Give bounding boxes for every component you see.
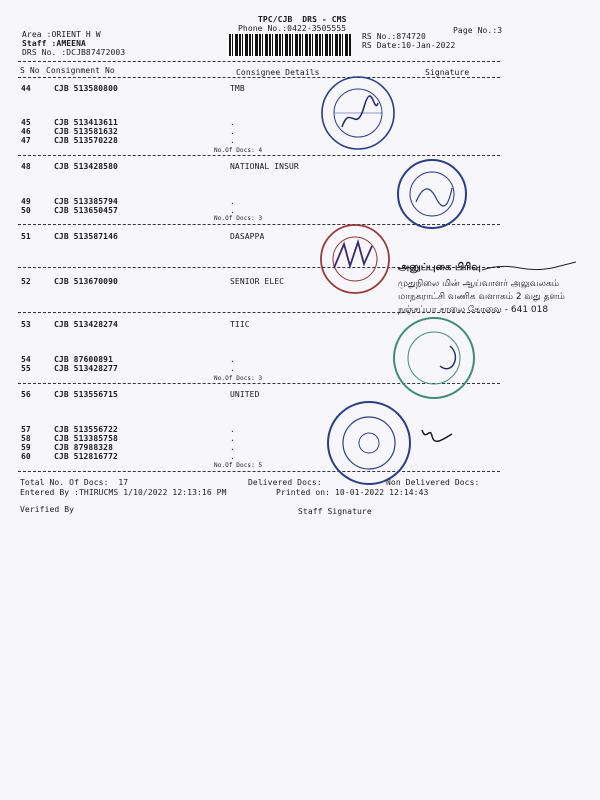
row-consignment: CJB 87988328	[54, 443, 113, 452]
col-consignment: Consignment No	[46, 66, 115, 75]
row-consignee: TIIC	[230, 320, 250, 329]
row-sno: 48	[21, 162, 31, 171]
entered-by: Entered By :THIRUCMS 1/10/2022 12:13:16 PM	[20, 488, 227, 497]
area-field: Area :ORIENT H W	[22, 30, 101, 39]
row-sno: 49	[21, 197, 31, 206]
united-insurance-stamp	[326, 400, 412, 486]
row-sno: 47	[21, 136, 31, 145]
row-consignee: .	[230, 136, 235, 145]
row-consignee: DASAPPA	[230, 232, 265, 241]
row-consignee: .	[230, 206, 235, 215]
row-consignment: CJB 513556715	[54, 390, 118, 399]
group-doc-count: No.Of Docs: 5	[214, 462, 263, 469]
row-consignee: .	[230, 118, 235, 127]
barcode	[229, 34, 351, 56]
row-sno: 52	[21, 277, 31, 286]
tamil-stamp-line: நஞ்சப்பா சாலை கோவை - 641 018	[398, 305, 549, 315]
dasappa-stamp	[318, 222, 392, 296]
row-consignee: UNITED	[230, 390, 260, 399]
phone-number: Phone No.:0422-3505555	[238, 24, 347, 33]
row-consignment: CJB 513385794	[54, 197, 118, 206]
row-sno: 53	[21, 320, 31, 329]
col-consignee: Consignee Details	[236, 68, 320, 77]
row-consignment: CJB 513428274	[54, 320, 118, 329]
row-sno: 58	[21, 434, 31, 443]
non-delivered-docs: Non Delivered Docs:	[386, 478, 480, 487]
tamil-stamp-line: அனுப்புகை பிரிவு	[398, 262, 481, 273]
row-consignment: CJB 512816772	[54, 452, 118, 461]
row-consignee: .	[230, 443, 235, 452]
header-divider	[18, 61, 500, 62]
row-sno: 56	[21, 390, 31, 399]
rs-date: RS Date:10-Jan-2022	[362, 41, 456, 50]
group-doc-count: No.Of Docs: 3	[214, 215, 263, 222]
signature-scribble	[418, 424, 454, 444]
row-consignment: CJB 513570228	[54, 136, 118, 145]
group-divider	[18, 471, 500, 472]
total-docs: Total No. Of Docs: 17	[20, 478, 129, 487]
row-consignee: .	[230, 452, 235, 461]
column-divider	[18, 77, 500, 78]
row-sno: 59	[21, 443, 31, 452]
page-number: Page No.:3	[453, 26, 503, 35]
tamil-stamp-line: மாநகராட்சி வணிக வளாகம் 2 வது தளம்	[398, 292, 565, 302]
staff-field: Staff :AMEENA	[22, 39, 86, 48]
row-consignment: CJB 513428580	[54, 162, 118, 171]
group-doc-count: No.Of Docs: 4	[214, 147, 263, 154]
row-consignment: CJB 87600891	[54, 355, 113, 364]
row-consignee: .	[230, 434, 235, 443]
tamil-stamp-line: முதுநிலை மின் ஆய்வாளர் அலுவலகம்	[398, 279, 560, 289]
row-sno: 51	[21, 232, 31, 241]
row-sno: 50	[21, 206, 31, 215]
signature-scribble	[480, 258, 580, 278]
row-consignment: CJB 513556722	[54, 425, 118, 434]
national-insurance-stamp	[396, 158, 468, 230]
row-consignee: SENIOR ELEC	[230, 277, 285, 286]
group-doc-count: No.Of Docs: 3	[214, 375, 263, 382]
delivered-docs: Delivered Docs:	[248, 478, 322, 487]
row-consignee: .	[230, 355, 235, 364]
rs-number: RS No.:874720	[362, 32, 426, 41]
row-sno: 60	[21, 452, 31, 461]
row-consignee: .	[230, 127, 235, 136]
row-consignee: NATIONAL INSUR	[230, 162, 299, 171]
row-consignee: .	[230, 425, 235, 434]
drs-number: DRS No. :DCJB87472003	[22, 48, 126, 57]
row-sno: 57	[21, 425, 31, 434]
tmb-bank-stamp	[320, 75, 396, 151]
row-consignment: CJB 513428277	[54, 364, 118, 373]
row-sno: 54	[21, 355, 31, 364]
row-sno: 45	[21, 118, 31, 127]
col-signature: Signature	[425, 68, 470, 77]
row-consignment: CJB 513670090	[54, 277, 118, 286]
row-consignment: CJB 513413611	[54, 118, 118, 127]
printed-on: Printed on: 10-01-2022 12:14:43	[276, 488, 429, 497]
row-consignee: .	[230, 364, 235, 373]
row-consignment: CJB 513650457	[54, 206, 118, 215]
row-consignment: CJB 513587146	[54, 232, 118, 241]
group-divider	[18, 155, 500, 156]
row-sno: 46	[21, 127, 31, 136]
row-sno: 55	[21, 364, 31, 373]
verified-by: Verified By	[20, 505, 75, 514]
row-consignment: CJB 513580800	[54, 84, 118, 93]
row-consignment: CJB 513581632	[54, 127, 118, 136]
green-received-stamp	[392, 316, 476, 400]
report-title: TPC/CJB DRS - CMS	[258, 15, 347, 24]
row-consignee: .	[230, 197, 235, 206]
row-consignment: CJB 513385758	[54, 434, 118, 443]
row-sno: 44	[21, 84, 31, 93]
staff-signature: Staff Signature	[298, 507, 372, 516]
row-consignee: TMB	[230, 84, 245, 93]
col-sno: S No	[20, 66, 40, 75]
